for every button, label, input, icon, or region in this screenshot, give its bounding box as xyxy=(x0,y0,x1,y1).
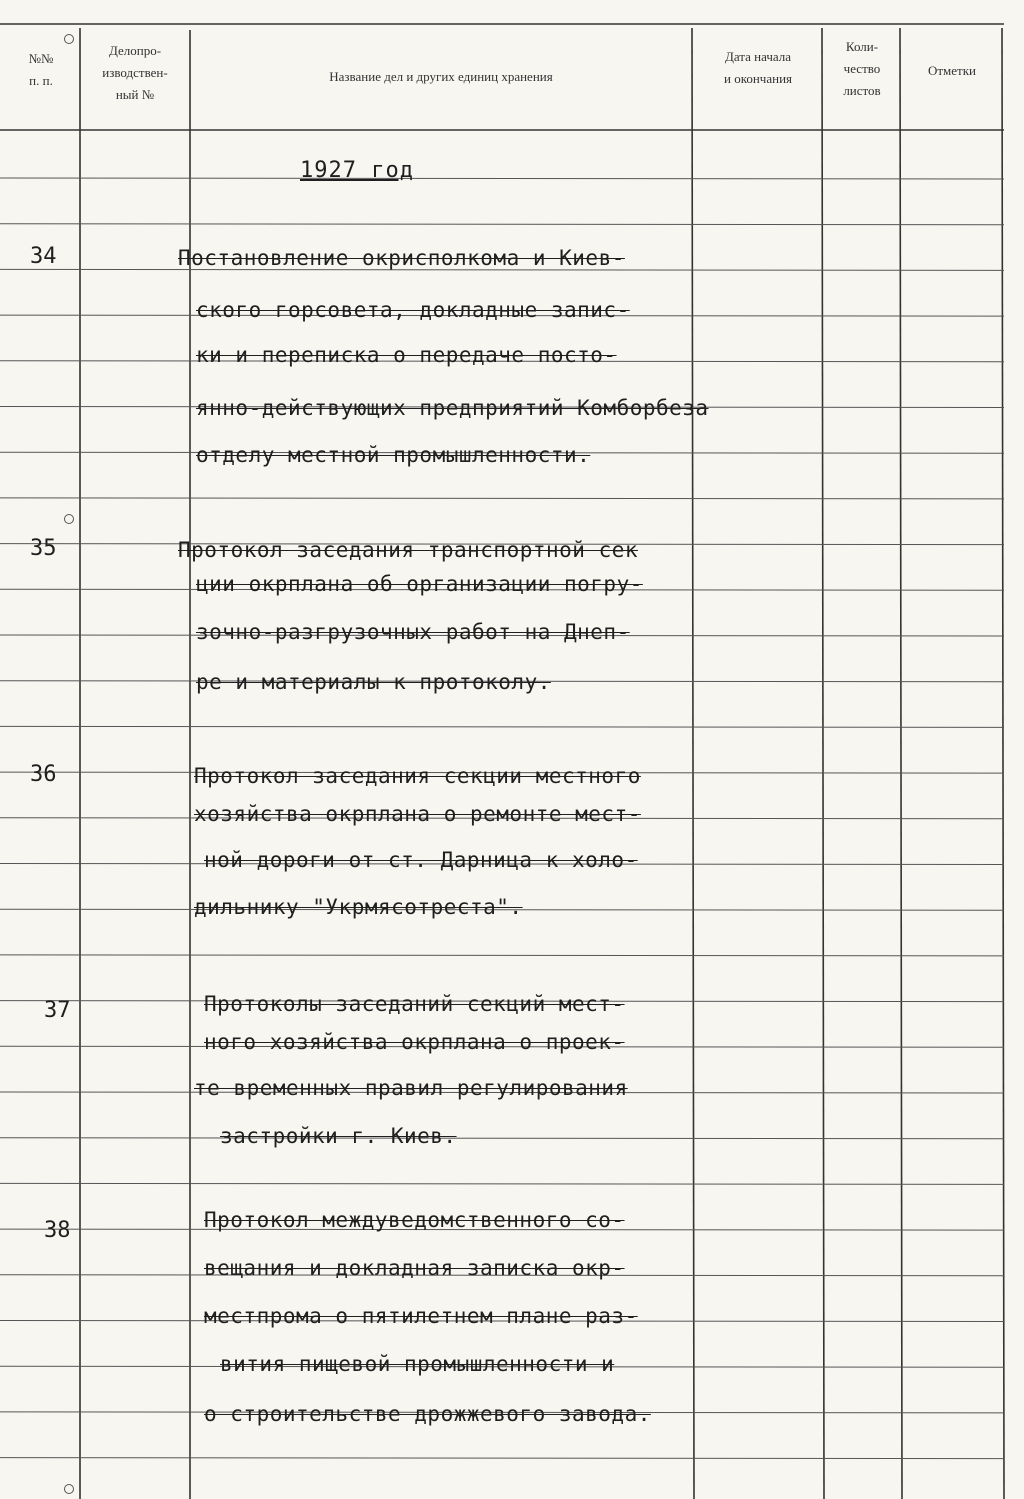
entry-title-line: местпрома о пятилетнем плане раз- xyxy=(204,1304,638,1328)
ruled-line xyxy=(0,178,1004,179)
year-heading: 1927 год xyxy=(300,158,414,183)
entry-title-line: ной дороги от ст. Дарница к холо- xyxy=(204,848,638,872)
entry-title-line: ки и переписка о передаче посто- xyxy=(196,343,617,367)
entry-title-line: отделу местной промышленности. xyxy=(196,443,591,467)
entry-number: 35 xyxy=(30,536,57,561)
header-dates: Дата начала и окончания xyxy=(723,49,793,86)
entry-title-line: дильнику "Укрмясотреста". xyxy=(194,895,523,919)
header-case-number: Делопро- изводствен- ный № xyxy=(102,43,168,102)
entry-title-line: те временных правил регулирования xyxy=(194,1076,628,1100)
header-sheets: Коли- чество листов xyxy=(843,39,881,98)
entry-title-line: Протоколы заседаний секций мест- xyxy=(204,992,625,1016)
ruled-line xyxy=(0,498,1004,499)
entry-title-line: Протокол междуведомственного со- xyxy=(204,1208,625,1232)
binder-hole-mark xyxy=(64,514,74,524)
header-notes: Отметки xyxy=(927,63,977,78)
entry-title-line: ции окрплана об организации погру- xyxy=(196,572,643,596)
binder-hole-mark xyxy=(64,34,74,44)
entry-title-line: вития пищевой промышленности и xyxy=(220,1352,615,1376)
ruled-line xyxy=(0,1138,1004,1139)
ruled-line xyxy=(0,224,1004,225)
entry-number: 38 xyxy=(44,1218,71,1243)
entry-number: 37 xyxy=(44,998,71,1023)
ruled-line xyxy=(0,955,1004,956)
entry-title-line: янно-действующих предприятий Комборбеза xyxy=(196,396,709,420)
entry-title-line: ного хозяйства окрплана о проек- xyxy=(204,1030,625,1054)
entry-title-line: зочно-разгрузочных работ на Днеп- xyxy=(196,620,630,644)
entry-title-line: ре и материалы к протоколу. xyxy=(196,670,551,694)
ruled-line xyxy=(0,1458,1004,1459)
entry-title-line: ского горсовета, докладные запис- xyxy=(196,298,630,322)
entry-title-line: хозяйства окрплана о ремонте мест- xyxy=(194,802,641,826)
entry-title-line: Протокол заседания секции местного xyxy=(194,764,641,788)
entry-title-line: о строительстве дрожжевого завода. xyxy=(204,1402,651,1426)
ruled-line xyxy=(0,726,1004,727)
header-title: Название дел и других единиц хранения xyxy=(329,69,553,84)
entry-number: 36 xyxy=(30,762,57,787)
binder-hole-mark xyxy=(64,1484,74,1494)
entry-number: 34 xyxy=(30,244,57,269)
entry-title-line: Постановление окрисполкома и Киев- xyxy=(178,246,625,270)
entry-title-line: вещания и докладная записка окр- xyxy=(204,1256,625,1280)
header-number: №№ п. п. xyxy=(28,51,54,88)
ruled-line xyxy=(0,1183,1004,1184)
entry-title-line: застройки г. Киев. xyxy=(220,1124,457,1148)
entry-title-line: Протокол заседания транспортной сек xyxy=(178,538,639,562)
